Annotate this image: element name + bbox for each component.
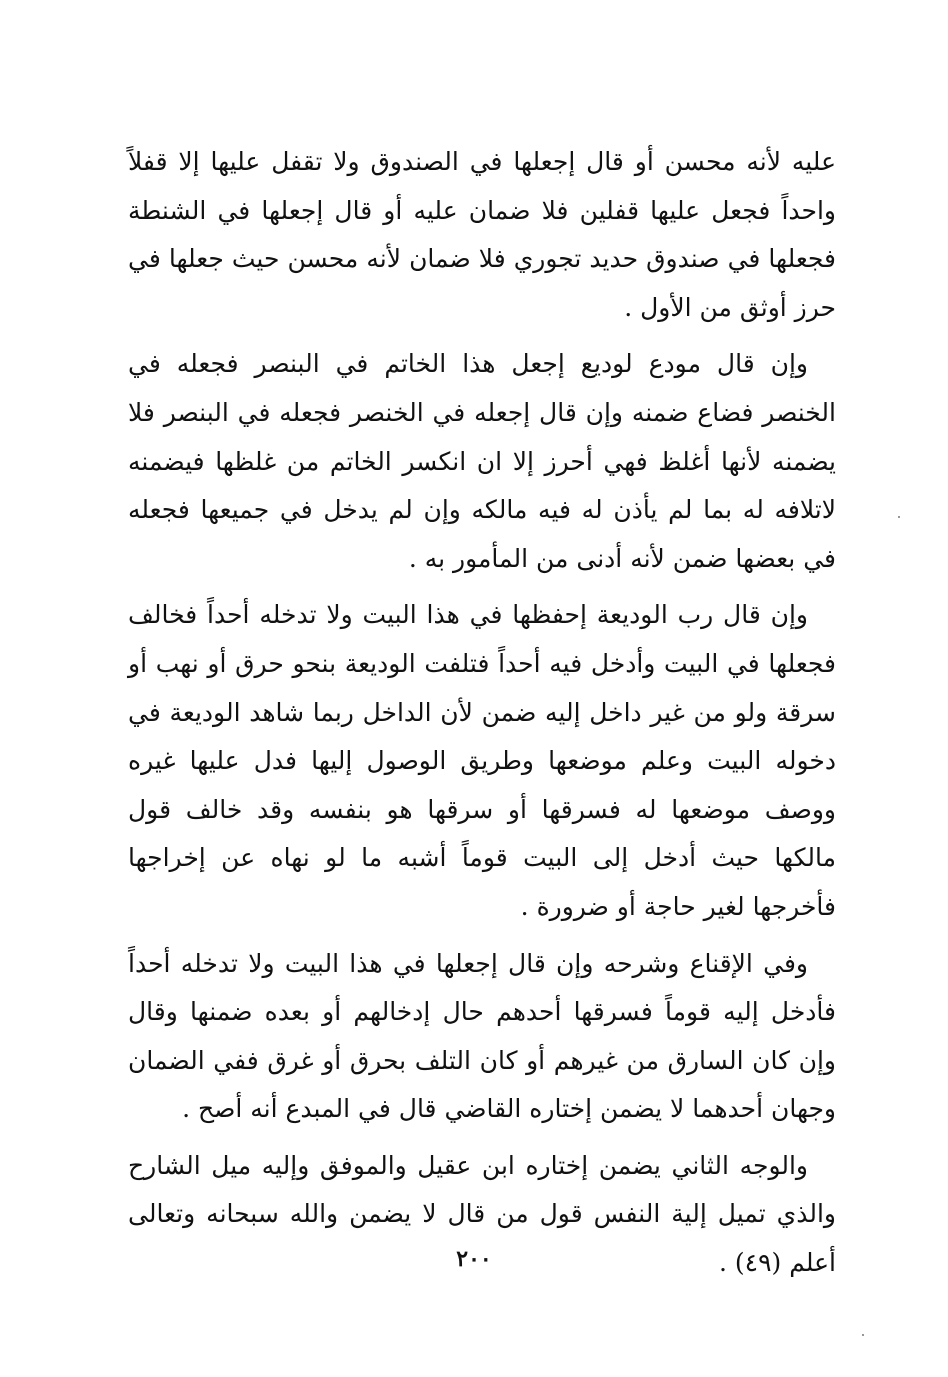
page-number: ٢٠٠	[456, 1246, 492, 1272]
scan-speck	[862, 1334, 864, 1336]
paragraph-3: وإن قال رب الوديعة إحفظها في هذا البيت ولا تدخله أحداً فخالف فجعلها في البيت وأدخل فيه أحداً فتلفت الوديعة بنحو حرق أو نهب أو سرقة ولو من غير داخل إليه ضمن لأن الداخل ربما شاهد الوديعة في دخوله البيت وعلم موضعها وطريق الوصول إليها فدل عليها غيره ووصف موضعها له فسرقها أو سرقها هو بنفسه وقد خالف قول مالكها حيث أدخل إلى البيت قوماً أشبه ما لو نهاه عن إخراجها فأخرجها لغير حاجة أو ضرورة .	[128, 600, 836, 921]
scan-speck	[898, 516, 900, 518]
body-text	[128, 138, 836, 1296]
paragraph-2: وإن قال مودع لوديع إجعل هذا الخاتم في البنصر فجعله في الخنصر فضاع ضمنه وإن قال إجعله في الخنصر فجعله في البنصر فلا يضمنه لأنها أغلظ فهي أحرز إلا ان انكسر الخاتم من غلظها فيضمنه لاتلافه له بما لم يأذن له فيه مالكه وإن لم يدخل في جميعها فجعله في بعضها ضمن لأنه أدنى من المأمور به .	[128, 349, 836, 573]
paragraph-5: والوجه الثاني يضمن إختاره ابن عقيل والموفق وإليه ميل الشارح والذي تميل إلية النفس قول من قال لا يضمن والله سبحانه وتعالى أعلم (٤٩) .	[128, 1150, 836, 1278]
paragraph-1: عليه لأنه محسن أو قال إجعلها في الصندوق ولا تقفل عليها إلا قفلاً واحداً فجعل عليها قفلين فلا ضمان عليه أو قال إجعلها في الشنطة فجعلها في صندوق حديد تجوري فلا ضمان لأنه محسن حيث جعلها في حرز أوثق من الأول .	[128, 147, 836, 322]
paragraph-4: وفي الإقناع وشرحه وإن قال إجعلها في هذا البيت ولا تدخله أحداً فأدخل إليه قوماً فسرقها أحدهم حال إدخالهم أو بعده ضمنها وقال وإن كان السارق من غيرهم أو كان التلف بحرق أو غرق ففي الضمان وجهان أحدهما لا يضمن إختاره القاضي قال في المبدع أنه أصح .	[128, 948, 836, 1124]
